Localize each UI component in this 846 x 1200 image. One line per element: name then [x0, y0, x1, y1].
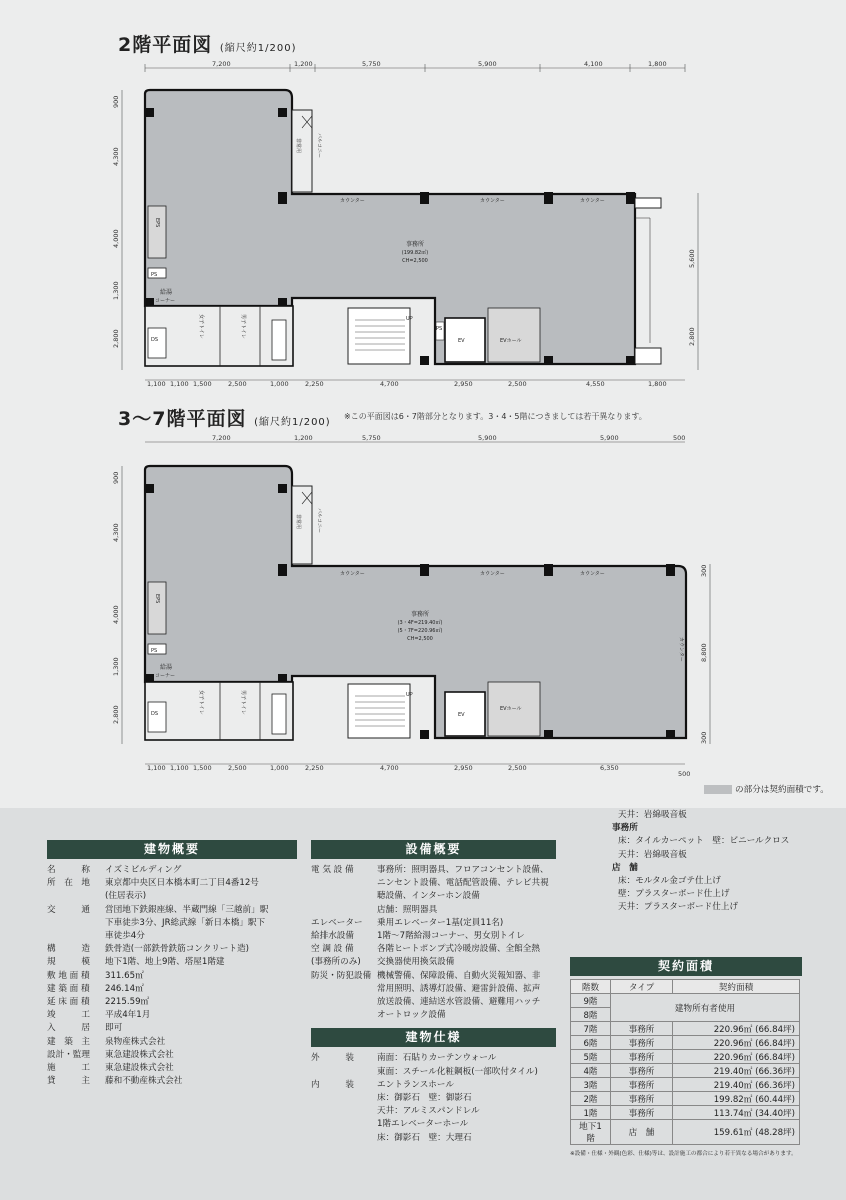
f2-bot-dim-4: 2,500	[228, 380, 247, 388]
f2-top-dim-6: 1,800	[648, 60, 667, 68]
equipment-row	[311, 996, 556, 1009]
f2-bot-dim-7: 4,700	[380, 380, 399, 388]
f37-ps: PS	[151, 648, 158, 654]
spec-cont-item: 壁：プラスターボード仕上げ	[618, 889, 730, 900]
spec-cont-item: 天井：プラスターボード仕上げ	[618, 902, 739, 913]
spec-key: 内 装	[311, 1079, 354, 1090]
f37-up: UP	[406, 692, 413, 698]
contract-area: 199.82㎡ (60.44坪)	[673, 1092, 800, 1106]
spec-value: 東面：スチール化粧鋼板(一部吹付タイル)	[377, 1066, 538, 1077]
overview-value: イズミビルディング	[105, 865, 182, 875]
f2-top-dim-4: 5,900	[478, 60, 497, 68]
f2-bot-dim-8: 2,950	[454, 380, 473, 388]
contract-row	[571, 1036, 800, 1050]
f2-counter-2: カウンター	[480, 198, 505, 204]
floor37-plan	[100, 432, 720, 778]
contract-area: 220.96㎡ (66.84坪)	[673, 1050, 800, 1064]
spec-cont-item: 床：モルタル金ゴテ仕上げ	[618, 876, 721, 887]
overview-value: 東京都中央区日本橋本町二丁目4番12号	[105, 878, 259, 889]
overview-value: 下車徒歩3分、JR総武線「新日本橋」駅下	[105, 917, 266, 928]
overview-value: 東急建設株式会社	[105, 1063, 174, 1074]
f37-top-dim-2: 1,200	[294, 434, 313, 442]
f37-balcony-label: バルコニー	[316, 508, 322, 534]
contract-area: 220.96㎡ (66.84坪)	[673, 1022, 800, 1036]
contract-area: 219.40㎡ (66.36坪)	[673, 1064, 800, 1078]
f2-counter-1: カウンター	[340, 198, 365, 204]
spec-title: 建物仕様	[311, 1028, 556, 1047]
spec-key	[311, 1066, 377, 1079]
equipment-value: 店舗：照明器具	[377, 904, 438, 915]
contract-header-row	[571, 980, 800, 994]
spec-value: 天井：アルミスパンドレル	[377, 1106, 480, 1117]
f2-top-dim-5: 4,100	[584, 60, 603, 68]
contract-type: 事務所	[611, 1078, 673, 1092]
f2-balcony-label: バルコニー	[316, 133, 322, 159]
spec-value: 床：御影石 壁：大理石	[377, 1132, 472, 1143]
equipment-value: ニンセント設備、電話配管設備、テレビ共視	[377, 878, 549, 889]
overview-key: 施 工	[47, 1063, 90, 1074]
overview-key	[47, 890, 105, 903]
equipment-value: 機械警備、保障設備、自動火災報知器、非	[377, 970, 541, 981]
floor37-title	[118, 404, 331, 431]
f37-bot-dim-8: 2,950	[454, 764, 473, 772]
equipment-value: 聴設備、インターホン設備	[377, 891, 480, 902]
overview-row	[47, 956, 297, 969]
equipment-key: エレベーター	[311, 917, 363, 928]
overview-value: 東急建設株式会社	[105, 1049, 174, 1060]
f37-eps: EPS	[154, 594, 160, 604]
contract-area: 220.96㎡ (66.84坪)	[673, 1036, 800, 1050]
f2-counter-3: カウンター	[580, 198, 605, 204]
f2-right-dim-1: 5,600	[688, 249, 696, 268]
overview-key: 竣 工	[47, 1010, 90, 1021]
overview-value: 藤和不動産株式会社	[105, 1076, 183, 1087]
f37-left-dim-5: 2,800	[112, 705, 120, 724]
contract-row	[571, 1092, 800, 1106]
spec-value: 南面：石貼りカーテンウォール	[377, 1053, 497, 1064]
equipment-row	[311, 930, 556, 943]
overview-row	[47, 1062, 297, 1075]
equipment-key	[311, 904, 377, 917]
f37-bot-dim-2: 1,100	[170, 764, 189, 772]
spec-cont-item: 床：タイルカーペット 壁：ビニールクロス	[618, 836, 790, 847]
equipment-row	[311, 970, 556, 983]
f37-ch: CH=2,500	[407, 636, 433, 642]
contract-area: 159.61㎡ (48.28坪)	[673, 1120, 800, 1145]
f37-left-dim-4: 1,300	[112, 657, 120, 676]
f37-office: 事務所	[410, 611, 430, 618]
overview-row	[47, 970, 297, 983]
overview-row	[47, 1049, 297, 1062]
overview-value: 鉄骨造(一部鉄骨鉄筋コンクリート造)	[105, 944, 250, 955]
f37-ds: DS	[151, 711, 159, 717]
spec-row	[311, 1052, 556, 1065]
overview-key: 構 造	[47, 944, 90, 955]
equipment-value: 常用照明、誘導灯設備、避雷針設備、拡声	[377, 983, 541, 994]
contract-type: 事務所	[611, 1050, 673, 1064]
overview-key	[47, 917, 105, 930]
contract-type: 事務所	[611, 1092, 673, 1106]
spec-cont-list	[612, 809, 812, 915]
overview-title: 建物概要	[47, 840, 297, 859]
f37-bot-dim-3: 1,500	[193, 764, 212, 772]
f2-men: 男子トイレ	[240, 314, 246, 339]
spec-row	[311, 1118, 556, 1131]
f2-ds: DS	[151, 337, 159, 343]
overview-value: 246.14㎡	[105, 983, 144, 994]
overview-value: 泉物産株式会社	[105, 1036, 166, 1047]
f2-corner: コーナー	[155, 298, 176, 304]
equipment-row	[311, 917, 556, 930]
contract-row	[571, 1120, 800, 1145]
equipment-row	[311, 956, 556, 969]
f2-bot-dim-9: 2,500	[508, 380, 527, 388]
overview-value: 平成4年1月	[105, 1010, 151, 1021]
f37-bot-dim-7: 4,700	[380, 764, 399, 772]
f37-office-area1: (3・4F=219.40㎡)	[397, 620, 443, 626]
equipment-key: 給排水設備	[311, 931, 354, 942]
contract-type: 事務所	[611, 1064, 673, 1078]
spec-cont-item: 店 舗	[612, 862, 638, 873]
f2-eps: EPS	[154, 218, 160, 228]
equipment-row	[311, 943, 556, 956]
f2-left-dim-3: 4,000	[112, 229, 120, 248]
spec-cont-item: 事務所	[612, 823, 638, 834]
overview-value: 2215.59㎡	[105, 997, 150, 1008]
spec-row	[311, 1092, 556, 1105]
f2-right-dim-2: 2,800	[688, 327, 696, 346]
f2-top-dim-2: 1,200	[294, 60, 313, 68]
f2-ps: PS	[151, 272, 158, 278]
contract-table	[570, 979, 800, 1145]
spec-row	[311, 1079, 556, 1092]
overview-key	[47, 930, 105, 943]
f2-up: UP	[406, 316, 413, 322]
f37-bot-dim-1: 1,100	[147, 764, 166, 772]
contract-row	[571, 994, 800, 1008]
f2-top-dim-3: 5,750	[362, 60, 381, 68]
contract-type: 事務所	[611, 1022, 673, 1036]
equipment-value: 1階〜7階給湯コーナー、男女別トイレ	[377, 931, 525, 942]
equipment-row	[311, 877, 556, 890]
f2-women: 女子トイレ	[198, 314, 204, 339]
f37-bot-dim-10: 6,350	[600, 764, 619, 772]
f2-bot-dim-10: 4,550	[586, 380, 605, 388]
contract-row	[571, 1022, 800, 1036]
f37-counter-1: カウンター	[340, 571, 365, 577]
f2-kyuto: 給湯	[160, 289, 173, 296]
overview-panel	[47, 840, 297, 1088]
contract-type: 店 舗	[611, 1120, 673, 1145]
overview-rows	[47, 864, 297, 1088]
spec-value: 1階エレベーターホール	[377, 1119, 469, 1130]
contract-floor: 1階	[571, 1106, 611, 1120]
overview-value: 地下1階、地上9階、塔屋1階建	[105, 957, 225, 968]
equipment-value: 各階ヒートポンプ式冷暖房設備、全館全熱	[377, 944, 540, 955]
f2-bot-dim-11: 1,800	[648, 380, 667, 388]
f37-bot-dim-4: 2,500	[228, 764, 247, 772]
contract-row	[571, 1078, 800, 1092]
overview-key: 交 通	[47, 904, 90, 915]
f37-office-area2: (5・7F=220.96㎡)	[397, 628, 443, 634]
f2-ch: CH=2,500	[402, 258, 428, 264]
floor2-scale: (縮尺約1/200)	[219, 43, 297, 54]
spec-cont-item: 天井：岩綿吸音板	[618, 810, 687, 820]
equipment-row	[311, 983, 556, 996]
f37-bot-dim-9: 2,500	[508, 764, 527, 772]
contract-body	[571, 994, 800, 1145]
f2-bot-dim-3: 1,500	[193, 380, 212, 388]
f2-top-dim-1: 7,200	[212, 60, 231, 68]
f2-left-dim-2: 4,300	[112, 147, 120, 166]
equipment-key	[311, 890, 377, 903]
f37-left-dim-3: 4,000	[112, 605, 120, 624]
f2-bot-dim-5: 1,000	[270, 380, 289, 388]
spec-value: 床：御影石 壁：御影石	[377, 1093, 472, 1104]
equipment-title: 設備概要	[311, 840, 556, 859]
f2-bot-dim-2: 1,100	[170, 380, 189, 388]
f37-bot-extra: 500	[678, 770, 691, 778]
contract-floor: 6階	[571, 1036, 611, 1050]
contract-header-type: タイプ	[611, 980, 673, 994]
equipment-panel	[311, 840, 556, 1145]
overview-value: 営団地下鉄銀座線、半蔵門線「三越前」駅	[105, 904, 269, 915]
legend-text: の部分は契約面積です。	[735, 785, 829, 795]
equipment-key: 防災・防犯設備	[311, 970, 372, 981]
equipment-key	[311, 1009, 377, 1022]
floor2-title-text: 2階平面図	[118, 34, 213, 56]
contract-type: 事務所	[611, 1106, 673, 1120]
overview-key: 設計・監理	[47, 1049, 90, 1060]
contract-type: 事務所	[611, 1036, 673, 1050]
f37-ev: EV	[458, 712, 465, 718]
equipment-key	[311, 983, 377, 996]
f37-bot-dim-5: 1,000	[270, 764, 289, 772]
contract-floor: 3階	[571, 1078, 611, 1092]
contract-floor: 9階	[571, 994, 611, 1008]
overview-row	[47, 930, 297, 943]
spec-cont-item: 天井：岩綿吸音板	[618, 849, 687, 860]
f2-bot-dim-1: 1,100	[147, 380, 166, 388]
equipment-row	[311, 890, 556, 903]
f2-office: 事務所	[405, 241, 425, 248]
overview-key: 敷 地 面 積	[47, 970, 90, 981]
contract-footnote: ※設備・仕様・外観(色彩、仕様)等は、設計施工の都合により若干異なる場合があります。	[570, 1151, 797, 1157]
floor2-plan	[100, 58, 720, 390]
contract-floor: 7階	[571, 1022, 611, 1036]
contract-area: 219.40㎡ (66.36坪)	[673, 1078, 800, 1092]
f37-bot-dim-6: 2,250	[305, 764, 324, 772]
overview-row	[47, 943, 297, 956]
overview-value: (住居表示)	[105, 891, 147, 902]
floor37-scale: (縮尺約1/200)	[254, 417, 331, 428]
f37-left-dim-1: 900	[112, 471, 120, 484]
f2-emergency-label: 非常用	[295, 138, 301, 154]
equipment-key: 電 気 設 備	[311, 865, 354, 875]
f37-corner: コーナー	[155, 673, 176, 679]
overview-row	[47, 877, 297, 890]
overview-row	[47, 890, 297, 903]
overview-key: 所 在 地	[47, 878, 90, 889]
equipment-row	[311, 904, 556, 917]
contract-row	[571, 1064, 800, 1078]
f2-left-dim-4: 1,300	[112, 281, 120, 300]
f37-left-dim-2: 4,300	[112, 523, 120, 542]
f37-evhall: EVホール	[500, 706, 522, 712]
overview-key: 建 築 主	[47, 1036, 90, 1047]
contract-header-floor: 階数	[571, 980, 611, 994]
f2-ps2: PS	[436, 326, 443, 332]
overview-row	[47, 904, 297, 917]
f37-top-dim-1: 7,200	[212, 434, 231, 442]
f37-right-dim-2: 8,800	[700, 643, 708, 662]
f37-men: 男子トイレ	[240, 690, 246, 715]
f2-left-dim-1: 900	[112, 95, 120, 108]
contract-floor: 4階	[571, 1064, 611, 1078]
overview-row	[47, 983, 297, 996]
overview-value: 即可	[105, 1023, 123, 1034]
contract-area: 113.74㎡ (34.40坪)	[673, 1106, 800, 1120]
spec-key	[311, 1105, 377, 1118]
overview-value: 車徒歩4分	[105, 931, 145, 942]
f37-top-dim-3: 5,750	[362, 434, 381, 442]
spec-key	[311, 1132, 377, 1145]
overview-key: 貸 主	[47, 1076, 90, 1087]
contract-floor: 8階	[571, 1008, 611, 1022]
overview-row	[47, 996, 297, 1009]
overview-key: 延 床 面 積	[47, 997, 90, 1008]
contract-row	[571, 1106, 800, 1120]
f37-counter-3: カウンター	[580, 571, 605, 577]
contract-owner-use: 建物所有者使用	[611, 994, 800, 1022]
equipment-value: 乗用エレベーター1基(定員11名)	[377, 917, 504, 928]
f37-kyuto: 給湯	[160, 664, 173, 671]
f37-counter-2: カウンター	[480, 571, 505, 577]
f37-emergency-label: 非常用	[295, 514, 301, 530]
overview-row	[47, 1036, 297, 1049]
overview-key: 規 模	[47, 957, 90, 968]
spec-row	[311, 1105, 556, 1118]
f2-left-dim-5: 2,800	[112, 329, 120, 348]
overview-key: 名 称	[47, 865, 90, 875]
contract-title: 契約面積	[570, 957, 802, 976]
overview-row	[47, 1009, 297, 1022]
floor37-note: ※この平面図は6・7階部分となります。3・4・5階につきましては若干異なります。	[344, 412, 647, 421]
spec-cont-panel	[612, 809, 812, 915]
legend	[704, 783, 829, 795]
equipment-value: 事務所：照明器具、フロアコンセント設備、	[377, 865, 549, 875]
f2-bot-dim-6: 2,250	[305, 380, 324, 388]
spec-key	[311, 1092, 377, 1105]
overview-row	[47, 1075, 297, 1088]
contract-floor: 2階	[571, 1092, 611, 1106]
contract-row	[571, 1050, 800, 1064]
contract-floor: 地下1階	[571, 1120, 611, 1145]
equipment-row	[311, 1009, 556, 1022]
equipment-value: 放送設備、連結送水管設備、避難用ハッチ	[377, 997, 541, 1008]
equipment-key: (事務所のみ)	[311, 957, 361, 968]
overview-row	[47, 864, 297, 877]
spec-rows	[311, 1052, 556, 1144]
floor2-title	[118, 30, 296, 57]
legend-swatch	[704, 785, 732, 794]
contract-floor: 5階	[571, 1050, 611, 1064]
contract-panel	[570, 957, 802, 1157]
equipment-key	[311, 877, 377, 890]
f37-women: 女子トイレ	[198, 690, 204, 715]
spec-key	[311, 1118, 377, 1131]
spec-value: エントランスホール	[377, 1079, 454, 1090]
f37-top-dim-6: 500	[673, 434, 686, 442]
overview-row	[47, 917, 297, 930]
overview-key: 入 居	[47, 1023, 90, 1034]
f37-right-dim-3: 300	[700, 731, 708, 744]
overview-row	[47, 1022, 297, 1035]
spec-row	[311, 1066, 556, 1079]
overview-value: 311.65㎡	[105, 970, 144, 981]
spec-key: 外 装	[311, 1053, 354, 1064]
contract-header-area: 契約面積	[673, 980, 800, 994]
f37-right-dim-1: 300	[700, 564, 708, 577]
f37-top-dim-5: 5,900	[600, 434, 619, 442]
f37-counter-4: カウンター	[678, 637, 684, 662]
overview-key: 建 築 面 積	[47, 983, 90, 994]
floor37-title-text: 3〜7階平面図	[118, 408, 247, 430]
equipment-value: 交換器使用換気設備	[377, 957, 455, 968]
equipment-rows	[311, 864, 556, 1022]
equipment-row	[311, 864, 556, 877]
f2-evhall: EVホール	[500, 338, 522, 344]
spec-row	[311, 1132, 556, 1145]
equipment-key: 空 調 設 備	[311, 944, 354, 955]
f37-top-dim-4: 5,900	[478, 434, 497, 442]
f2-ev: EV	[458, 338, 465, 344]
equipment-key	[311, 996, 377, 1009]
equipment-value: オートロック設備	[377, 1010, 446, 1021]
f2-office-area: (199.82㎡)	[401, 250, 429, 256]
